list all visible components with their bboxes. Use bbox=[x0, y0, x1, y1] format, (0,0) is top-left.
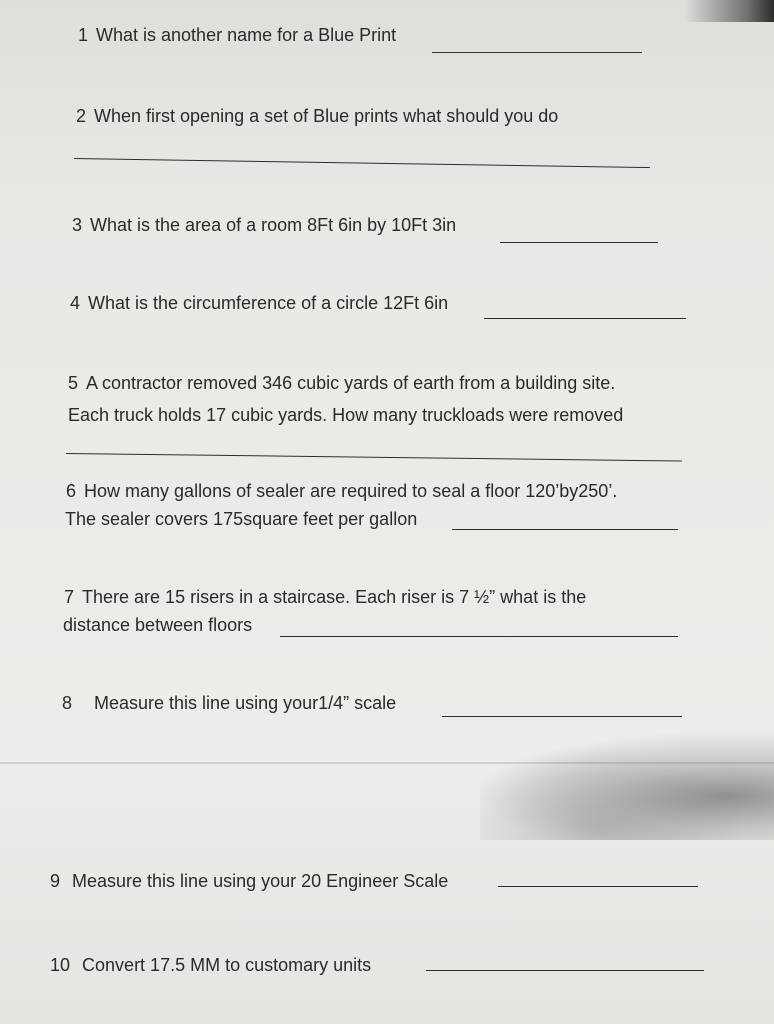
question-number: 6 bbox=[66, 481, 77, 501]
question-text: Convert 17.5 MM to customary units bbox=[82, 955, 372, 975]
question-5-line-2 bbox=[68, 402, 623, 429]
question-text-line-1: A contractor removed 346 cubic yards of earth from a building site. bbox=[86, 373, 616, 393]
question-7 bbox=[64, 584, 586, 611]
question-text-line-2: Each truck holds 17 cubic yards. How many truckloads were removed bbox=[68, 405, 624, 425]
answer-blank-1[interactable] bbox=[432, 52, 642, 53]
question-4 bbox=[70, 290, 448, 317]
photo-corner-shadow bbox=[684, 0, 774, 22]
answer-blank-10[interactable] bbox=[426, 970, 704, 971]
question-text: What is another name for a Blue Print bbox=[96, 25, 397, 45]
answer-blank-7[interactable] bbox=[280, 636, 678, 637]
question-6-line-2 bbox=[65, 506, 417, 533]
question-6 bbox=[66, 478, 617, 505]
question-3 bbox=[72, 212, 456, 239]
answer-blank-9[interactable] bbox=[498, 886, 698, 887]
question-7-line-2 bbox=[63, 612, 252, 639]
question-number: 10 bbox=[50, 955, 71, 975]
question-text: Measure this line using your1/4” scale bbox=[94, 693, 397, 713]
question-text: Measure this line using your 20 Engineer Scale bbox=[72, 871, 449, 891]
question-10 bbox=[50, 952, 371, 979]
answer-blank-8[interactable] bbox=[442, 716, 682, 717]
question-text-line-1: How many gallons of sealer are required to seal a floor 120’by250’. bbox=[84, 481, 618, 501]
question-number: 1 bbox=[78, 25, 89, 45]
question-2 bbox=[76, 103, 558, 130]
question-text: When first opening a set of Blue prints what should you do bbox=[94, 106, 559, 126]
question-text-line-2: distance between floors bbox=[63, 615, 253, 635]
question-1 bbox=[78, 22, 396, 49]
answer-blank-3[interactable] bbox=[500, 242, 658, 243]
question-text: What is the area of a room 8Ft 6in by 10Ft 3in bbox=[90, 215, 457, 235]
question-text: What is the circumference of a circle 12Ft 6in bbox=[88, 293, 449, 313]
question-9 bbox=[50, 868, 448, 895]
question-number: 3 bbox=[72, 215, 83, 235]
answer-blank-5[interactable] bbox=[66, 453, 682, 462]
question-number: 9 bbox=[50, 871, 61, 891]
answer-blank-2[interactable] bbox=[74, 158, 650, 168]
question-text-line-2: The sealer covers 175square feet per gallon bbox=[65, 509, 418, 529]
question-number: 5 bbox=[68, 373, 79, 393]
toner-smudge bbox=[480, 730, 774, 840]
question-5 bbox=[68, 370, 615, 397]
question-number: 8 bbox=[62, 693, 73, 713]
question-number: 2 bbox=[76, 106, 87, 126]
answer-blank-4[interactable] bbox=[484, 318, 686, 319]
question-number: 7 bbox=[64, 587, 75, 607]
answer-blank-6[interactable] bbox=[452, 529, 678, 530]
question-number: 4 bbox=[70, 293, 81, 313]
question-8 bbox=[62, 690, 396, 717]
question-text-line-1: There are 15 risers in a staircase. Each riser is 7 ½” what is the bbox=[82, 587, 587, 607]
